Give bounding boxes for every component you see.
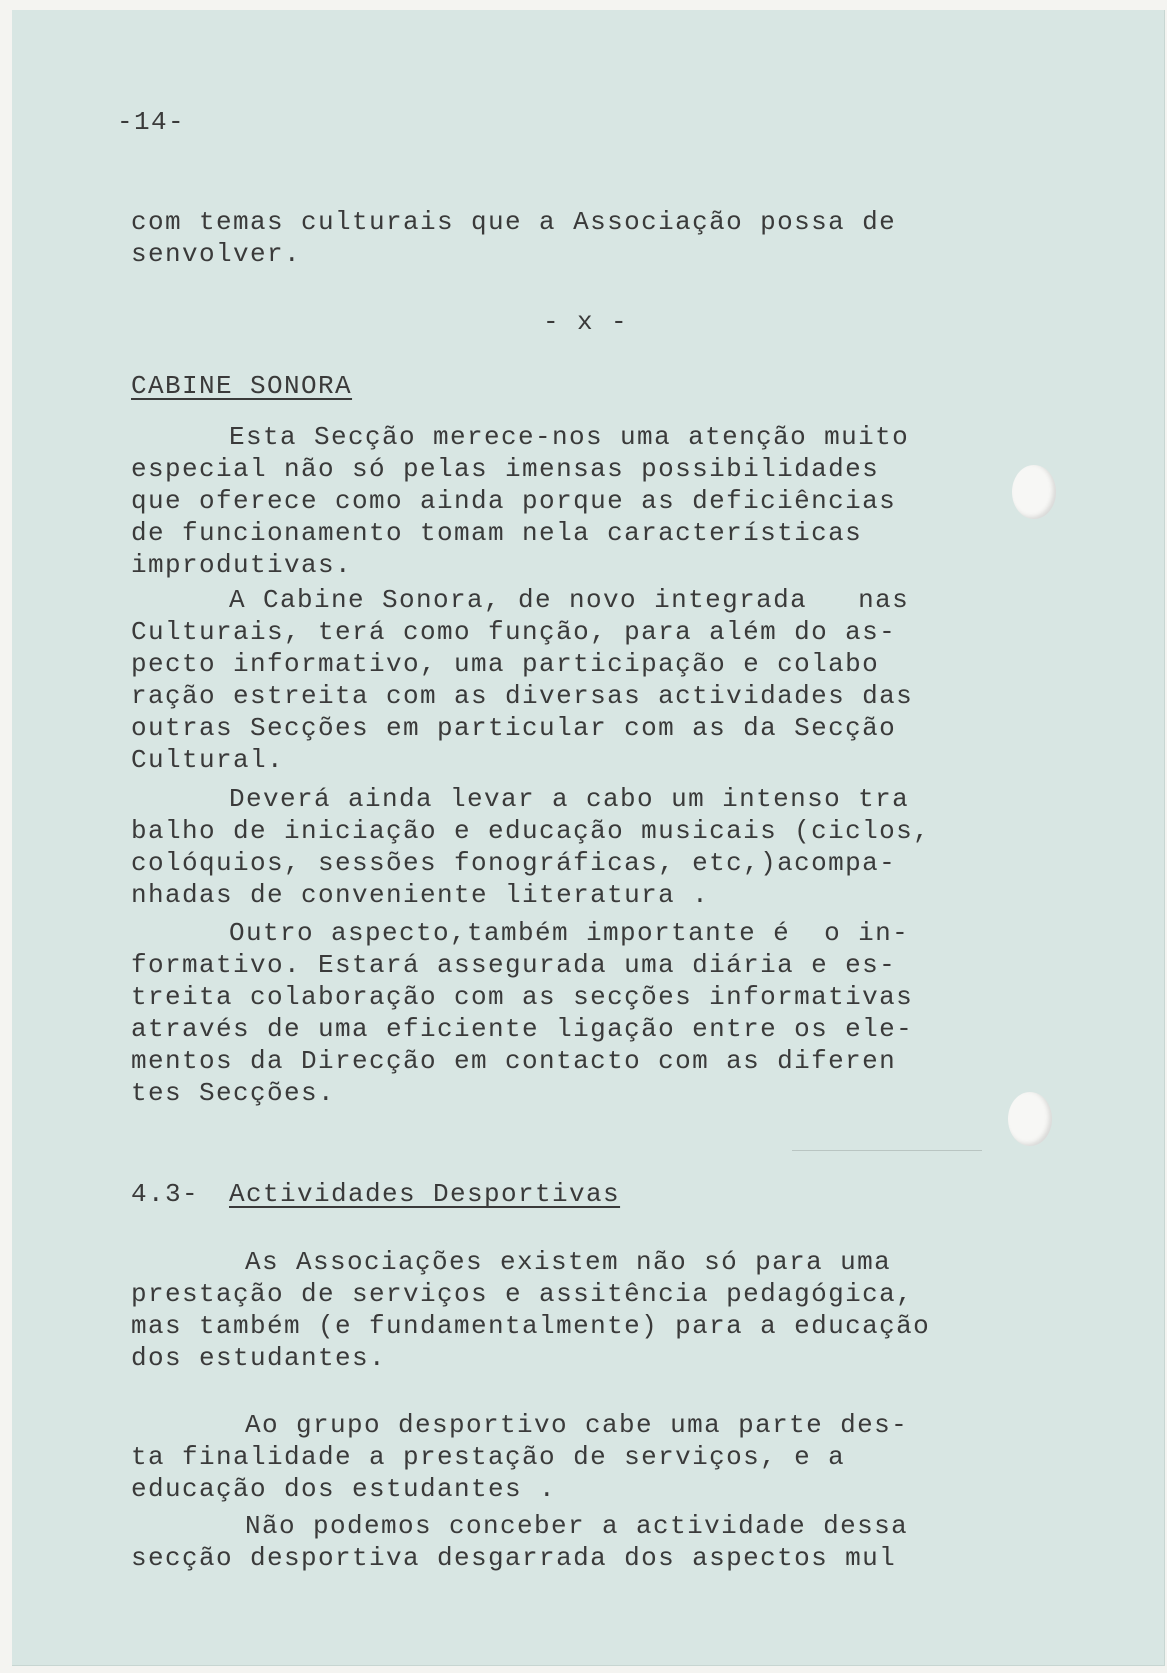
paragraph-line: Ao grupo desportivo cabe uma parte des- xyxy=(245,1410,909,1440)
paragraph-line: balho de iniciação e educação musicais (ciclos, xyxy=(131,816,931,846)
paragraph-line: outras Secções em particular com as da Secção xyxy=(131,713,897,743)
paragraph-line: prestação de serviços e assitência pedagógica, xyxy=(131,1279,914,1309)
paragraph-line: improdutivas. xyxy=(131,550,353,580)
paragraph-line: de funcionamento tomam nela características xyxy=(131,518,863,548)
paragraph-line: Outro aspecto,também importante é o in- xyxy=(229,918,910,948)
paragraph-line: tes Secções. xyxy=(131,1078,336,1108)
paragraph-line: Não podemos conceber a actividade dessa xyxy=(245,1511,909,1541)
paragraph-line: ta finalidade a prestação de serviços, e a xyxy=(131,1442,846,1472)
section-heading-cabine-sonora: CABINE SONORA xyxy=(131,371,353,401)
paragraph-line: Deverá ainda levar a cabo um intenso tra xyxy=(229,784,910,814)
paragraph-line: através de uma eficiente ligação entre os ele- xyxy=(131,1014,914,1044)
paragraph-line: mentos da Direcção em contacto com as diferen xyxy=(131,1046,897,1076)
section-heading-actividades-desportivas: Actividades Desportivas xyxy=(229,1179,621,1209)
faint-rule xyxy=(792,1150,982,1151)
section-number: 4.3- xyxy=(131,1179,200,1209)
paragraph-line: ração estreita com as diversas actividades das xyxy=(131,681,914,711)
paragraph-line: As Associações existem não só para uma xyxy=(245,1247,892,1277)
paragraph-line: que oferece como ainda porque as deficiências xyxy=(131,486,897,516)
paragraph-line: treita colaboração com as secções informativas xyxy=(131,982,914,1012)
intro-line: com temas culturais que a Associação possa de xyxy=(131,207,897,237)
paragraph-line: formativo. Estará assegurada uma diária e es- xyxy=(131,950,897,980)
punch-hole-bottom xyxy=(1008,1092,1052,1146)
paragraph-line: pecto informativo, uma participação e colabo xyxy=(131,649,880,679)
separator: - x - xyxy=(543,307,629,337)
paragraph-line: Cultural. xyxy=(131,745,285,775)
intro-line: senvolver. xyxy=(131,239,302,269)
paragraph-line: secção desportiva desgarrada dos aspectos mul xyxy=(131,1543,897,1573)
paragraph-line: colóquios, sessões fonográficas, etc,)acompa- xyxy=(131,848,897,878)
paragraph-line: Culturais, terá como função, para além do as- xyxy=(131,617,897,647)
paragraph-line: nhadas de conveniente literatura . xyxy=(131,880,710,910)
paragraph-line: mas também (e fundamentalmente) para a educação xyxy=(131,1311,931,1341)
punch-hole-top xyxy=(1012,465,1056,519)
paragraph-line: A Cabine Sonora, de novo integrada nas xyxy=(229,585,910,615)
paragraph-line: especial não só pelas imensas possibilidades xyxy=(131,454,880,484)
paragraph-line: dos estudantes. xyxy=(131,1343,387,1373)
paragraph-line: educação dos estudantes . xyxy=(131,1474,557,1504)
paragraph-line: Esta Secção merece-nos uma atenção muito xyxy=(229,422,910,452)
page-number: -14- xyxy=(117,107,186,137)
